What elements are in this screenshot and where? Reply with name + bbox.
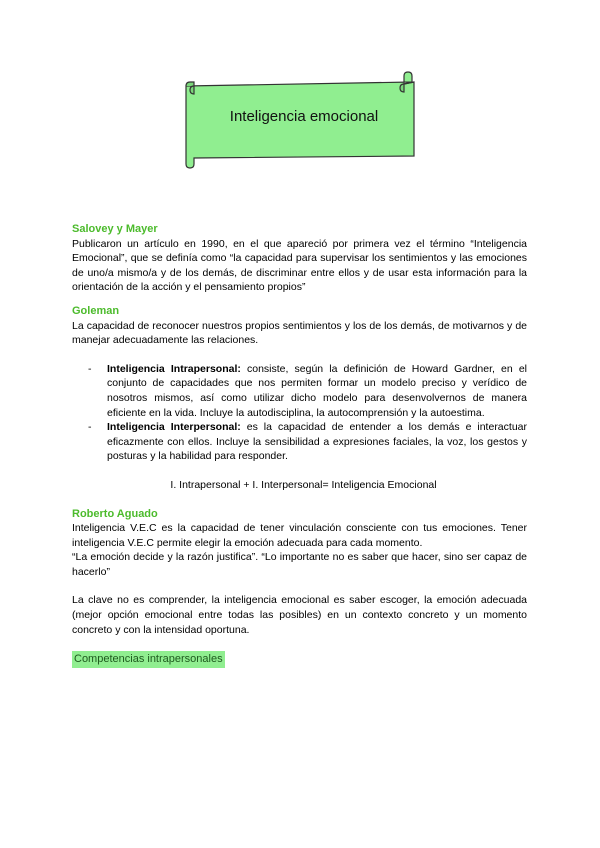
- bullet-dash: -: [88, 362, 92, 375]
- bullet-dash: -: [88, 421, 92, 434]
- heading-competencias-intrapersonales: Competencias intrapersonales: [72, 651, 225, 668]
- document-body: [72, 222, 527, 668]
- competencias-heading-row: [72, 651, 527, 668]
- formula-line: I. Intrapersonal + I. Interpersonal= Inteligencia Emocional: [170, 478, 437, 491]
- title-banner-scroll: [178, 70, 418, 170]
- paragraph-goleman: La capacidad de reconocer nuestros propios sentimientos y los de los demás, de motivarnos y de manejar adecuadamente las relaciones.: [72, 319, 527, 347]
- term-interpersonal: Inteligencia Interpersonal:: [107, 421, 241, 434]
- list-item-interpersonal: [88, 420, 527, 464]
- term-intrapersonal: Inteligencia Intrapersonal:: [107, 362, 241, 375]
- paragraph-quote: “La emoción decide y la razón justifica”. “Lo importante no es saber que hacer, sino ser capaz de hacerlo”: [72, 551, 527, 578]
- definition-intrapersonal: consiste, según la definición de Howard Gardner, en el conjunto de capacidades que nos permiten formar un modelo preciso y verídico de nosotros mismos, así como utilizar dicho modelo para desenvolvernos de manera eficiente en la vida. Incluye la autodisciplina, la autocomprensión y la autoestima.: [107, 362, 527, 419]
- heading-salovey-mayer: Salovey y Mayer: [72, 223, 158, 235]
- intelligence-types-list: [72, 362, 527, 464]
- paragraph-closing: La clave no es comprender, la inteligencia emocional es saber escoger, la emoción adecuada (mejor opción emocional entre todas las posibles) en un contexto concreto y un momento concreto y con la intensidad oportuna.: [72, 594, 527, 636]
- heading-goleman: Goleman: [72, 304, 120, 317]
- heading-roberto-aguado: Roberto Aguado: [72, 507, 158, 520]
- definition-interpersonal: es la capacidad de entender a los demás e interactuar eficazmente con ellos. Incluye la sensibilidad a expresiones faciales, la voz, los gestos y posturas y la habilidad para responder.: [107, 421, 527, 463]
- list-item-intrapersonal: [88, 362, 527, 420]
- paragraph-salovey-mayer: Publicaron un artículo en 1990, en el que apareció por primera vez el término “Inteligencia Emocional”, que se definía como “la capacidad para supervisar los sentimientos y las emociones de uno/a mismo/a y de los demás, de discriminar entre ellos y de usar esta información para la orientación de la acción y el pensamiento propios”: [72, 237, 527, 294]
- paragraph-vec-definition: Inteligencia V.E.C es la capacidad de tener vinculación consciente con tus emociones. Tener inteligencia V.E.C permite elegir la emoción adecuada para cada momento.: [72, 522, 527, 549]
- banner-title: Inteligencia emocional: [229, 108, 379, 125]
